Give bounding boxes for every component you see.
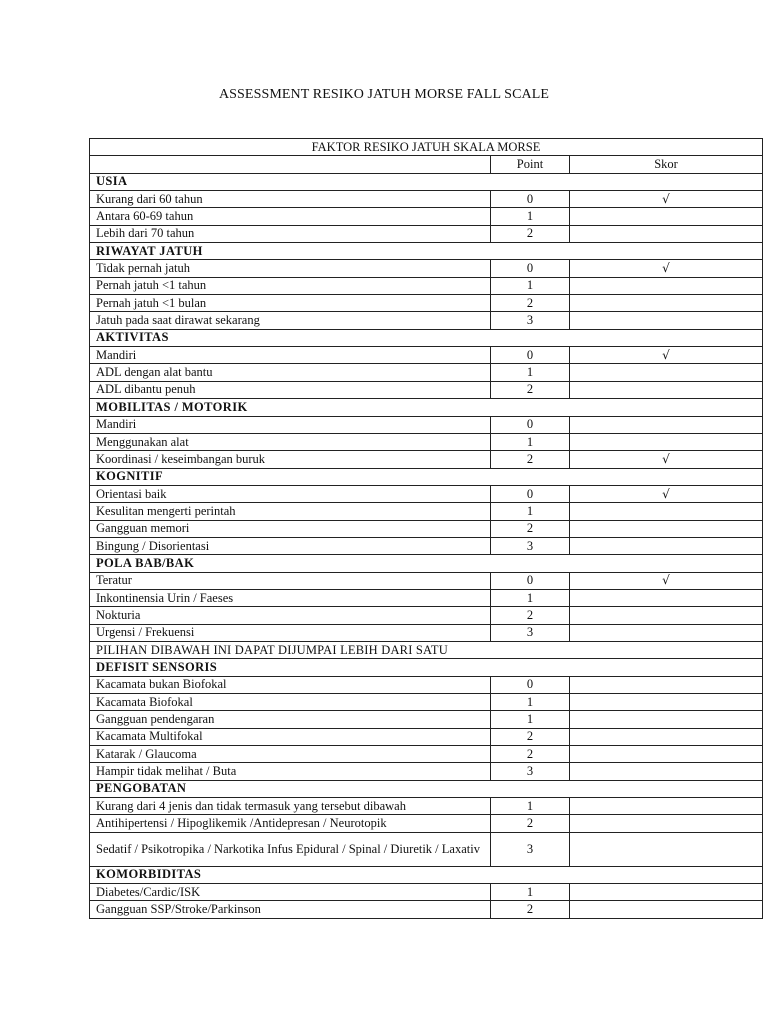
factor-label: Kacamata Multifokal <box>90 728 491 745</box>
skor-checkmark <box>570 225 763 242</box>
section-row <box>90 780 763 797</box>
table-row <box>90 763 763 780</box>
point-value: 2 <box>491 295 570 312</box>
section-heading: AKTIVITAS <box>90 329 763 346</box>
table-caption: FAKTOR RESIKO JATUH SKALA MORSE <box>90 139 763 156</box>
factor-label: Mandiri <box>90 347 491 364</box>
skor-checkmark <box>570 295 763 312</box>
section-heading: DEFISIT SENSORIS <box>90 659 763 676</box>
skor-checkmark <box>570 520 763 537</box>
section-row <box>90 329 763 346</box>
point-value: 2 <box>491 607 570 624</box>
skor-checkmark <box>570 537 763 554</box>
table-row <box>90 347 763 364</box>
table-row <box>90 537 763 554</box>
factor-label: Orientasi baik <box>90 485 491 502</box>
section-heading: PENGOBATAN <box>90 780 763 797</box>
table-row <box>90 607 763 624</box>
point-value: 0 <box>491 572 570 589</box>
skor-checkmark: √ <box>570 572 763 589</box>
table-row <box>90 694 763 711</box>
notice-text: PILIHAN DIBAWAH INI DAPAT DIJUMPAI LEBIH DARI SATU <box>90 641 763 658</box>
point-value: 0 <box>491 676 570 693</box>
skor-checkmark <box>570 503 763 520</box>
factor-label: Pernah jatuh <1 bulan <box>90 295 491 312</box>
section-heading: USIA <box>90 173 763 190</box>
table-row <box>90 503 763 520</box>
section-heading: MOBILITAS / MOTORIK <box>90 399 763 416</box>
table-row <box>90 798 763 815</box>
factor-label: Mandiri <box>90 416 491 433</box>
skor-checkmark <box>570 815 763 832</box>
factor-label: Hampir tidak melihat / Buta <box>90 763 491 780</box>
factor-label: Gangguan SSP/Stroke/Parkinson <box>90 901 491 918</box>
skor-checkmark <box>570 901 763 918</box>
factor-label: Kesulitan mengerti perintah <box>90 503 491 520</box>
factor-label: Kurang dari 60 tahun <box>90 191 491 208</box>
table-row <box>90 312 763 329</box>
factor-label: Antara 60-69 tahun <box>90 208 491 225</box>
skor-checkmark <box>570 832 763 866</box>
table-header-row <box>90 156 763 173</box>
table-row <box>90 277 763 294</box>
skor-checkmark: √ <box>570 485 763 502</box>
point-value: 1 <box>491 694 570 711</box>
factor-label: Urgensi / Frekuensi <box>90 624 491 641</box>
point-value: 1 <box>491 503 570 520</box>
factor-label: ADL dengan alat bantu <box>90 364 491 381</box>
skor-checkmark <box>570 607 763 624</box>
point-value: 0 <box>491 485 570 502</box>
skor-checkmark <box>570 884 763 901</box>
section-row <box>90 243 763 260</box>
table-caption-row <box>90 139 763 156</box>
point-value: 0 <box>491 260 570 277</box>
point-value: 1 <box>491 433 570 450</box>
section-row <box>90 468 763 485</box>
factor-label: Diabetes/Cardic/ISK <box>90 884 491 901</box>
header-factor <box>90 156 491 173</box>
table-row <box>90 572 763 589</box>
factor-label: Teratur <box>90 572 491 589</box>
point-value: 2 <box>491 381 570 398</box>
section-row <box>90 866 763 883</box>
point-value: 1 <box>491 884 570 901</box>
factor-label: Nokturia <box>90 607 491 624</box>
point-value: 1 <box>491 277 570 294</box>
skor-checkmark <box>570 589 763 606</box>
table-row <box>90 260 763 277</box>
factor-label: Katarak / Glaucoma <box>90 746 491 763</box>
factor-label: Pernah jatuh <1 tahun <box>90 277 491 294</box>
table-row <box>90 884 763 901</box>
point-value: 3 <box>491 312 570 329</box>
point-value: 1 <box>491 364 570 381</box>
skor-checkmark <box>570 624 763 641</box>
notice-row <box>90 641 763 658</box>
factor-label: Koordinasi / keseimbangan buruk <box>90 451 491 468</box>
table-row <box>90 451 763 468</box>
factor-label: Menggunakan alat <box>90 433 491 450</box>
section-heading: RIWAYAT JATUH <box>90 243 763 260</box>
factor-label: Lebih dari 70 tahun <box>90 225 491 242</box>
section-row <box>90 555 763 572</box>
section-row <box>90 173 763 190</box>
factor-label: Kurang dari 4 jenis dan tidak termasuk yang tersebut dibawah <box>90 798 491 815</box>
factor-label: Tidak pernah jatuh <box>90 260 491 277</box>
section-heading: KOMORBIDITAS <box>90 866 763 883</box>
point-value: 0 <box>491 416 570 433</box>
point-value: 1 <box>491 589 570 606</box>
table-row <box>90 295 763 312</box>
skor-checkmark <box>570 364 763 381</box>
table-row <box>90 364 763 381</box>
point-value: 2 <box>491 901 570 918</box>
point-value: 3 <box>491 537 570 554</box>
table-row <box>90 711 763 728</box>
table-row <box>90 901 763 918</box>
table-row <box>90 485 763 502</box>
table-row <box>90 191 763 208</box>
point-value: 2 <box>491 451 570 468</box>
factor-label: Jatuh pada saat dirawat sekarang <box>90 312 491 329</box>
factor-label: Antihipertensi / Hipoglikemik /Antidepresan / Neurotopik <box>90 815 491 832</box>
skor-checkmark: √ <box>570 191 763 208</box>
factor-label: Kacamata bukan Biofokal <box>90 676 491 693</box>
point-value: 1 <box>491 208 570 225</box>
factor-label: Sedatif / Psikotropika / Narkotika Infus Epidural / Spinal / Diuretik / Laxativ <box>90 832 491 866</box>
skor-checkmark <box>570 798 763 815</box>
table-row <box>90 225 763 242</box>
point-value: 2 <box>491 815 570 832</box>
skor-checkmark <box>570 312 763 329</box>
table-body <box>90 139 763 919</box>
skor-checkmark: √ <box>570 260 763 277</box>
factor-label: ADL dibantu penuh <box>90 381 491 398</box>
table-row <box>90 520 763 537</box>
point-value: 3 <box>491 624 570 641</box>
section-heading: KOGNITIF <box>90 468 763 485</box>
point-value: 0 <box>491 191 570 208</box>
table-row <box>90 589 763 606</box>
table-row <box>90 815 763 832</box>
skor-checkmark <box>570 676 763 693</box>
table-row <box>90 381 763 398</box>
point-value: 2 <box>491 225 570 242</box>
point-value: 3 <box>491 832 570 866</box>
header-skor: Skor <box>570 156 763 173</box>
section-row <box>90 659 763 676</box>
table-row <box>90 832 763 866</box>
point-value: 2 <box>491 520 570 537</box>
point-value: 1 <box>491 798 570 815</box>
skor-checkmark: √ <box>570 451 763 468</box>
skor-checkmark <box>570 711 763 728</box>
table-row <box>90 624 763 641</box>
document-title: ASSESSMENT RESIKO JATUH MORSE FALL SCALE <box>218 87 550 102</box>
point-value: 2 <box>491 728 570 745</box>
point-value: 1 <box>491 711 570 728</box>
section-heading: POLA BAB/BAK <box>90 555 763 572</box>
morse-fall-scale-table <box>89 138 763 919</box>
point-value: 0 <box>491 347 570 364</box>
table-row <box>90 433 763 450</box>
factor-label: Gangguan pendengaran <box>90 711 491 728</box>
point-value: 2 <box>491 746 570 763</box>
skor-checkmark: √ <box>570 347 763 364</box>
skor-checkmark <box>570 208 763 225</box>
section-row <box>90 399 763 416</box>
skor-checkmark <box>570 746 763 763</box>
factor-label: Bingung / Disorientasi <box>90 537 491 554</box>
skor-checkmark <box>570 416 763 433</box>
table-row <box>90 728 763 745</box>
table-row <box>90 416 763 433</box>
skor-checkmark <box>570 433 763 450</box>
factor-label: Gangguan memori <box>90 520 491 537</box>
table-row <box>90 676 763 693</box>
table-row <box>90 746 763 763</box>
skor-checkmark <box>570 381 763 398</box>
skor-checkmark <box>570 694 763 711</box>
table-row <box>90 208 763 225</box>
header-point: Point <box>491 156 570 173</box>
skor-checkmark <box>570 728 763 745</box>
factor-label: Kacamata Biofokal <box>90 694 491 711</box>
skor-checkmark <box>570 277 763 294</box>
factor-label: Inkontinensia Urin / Faeses <box>90 589 491 606</box>
skor-checkmark <box>570 763 763 780</box>
point-value: 3 <box>491 763 570 780</box>
